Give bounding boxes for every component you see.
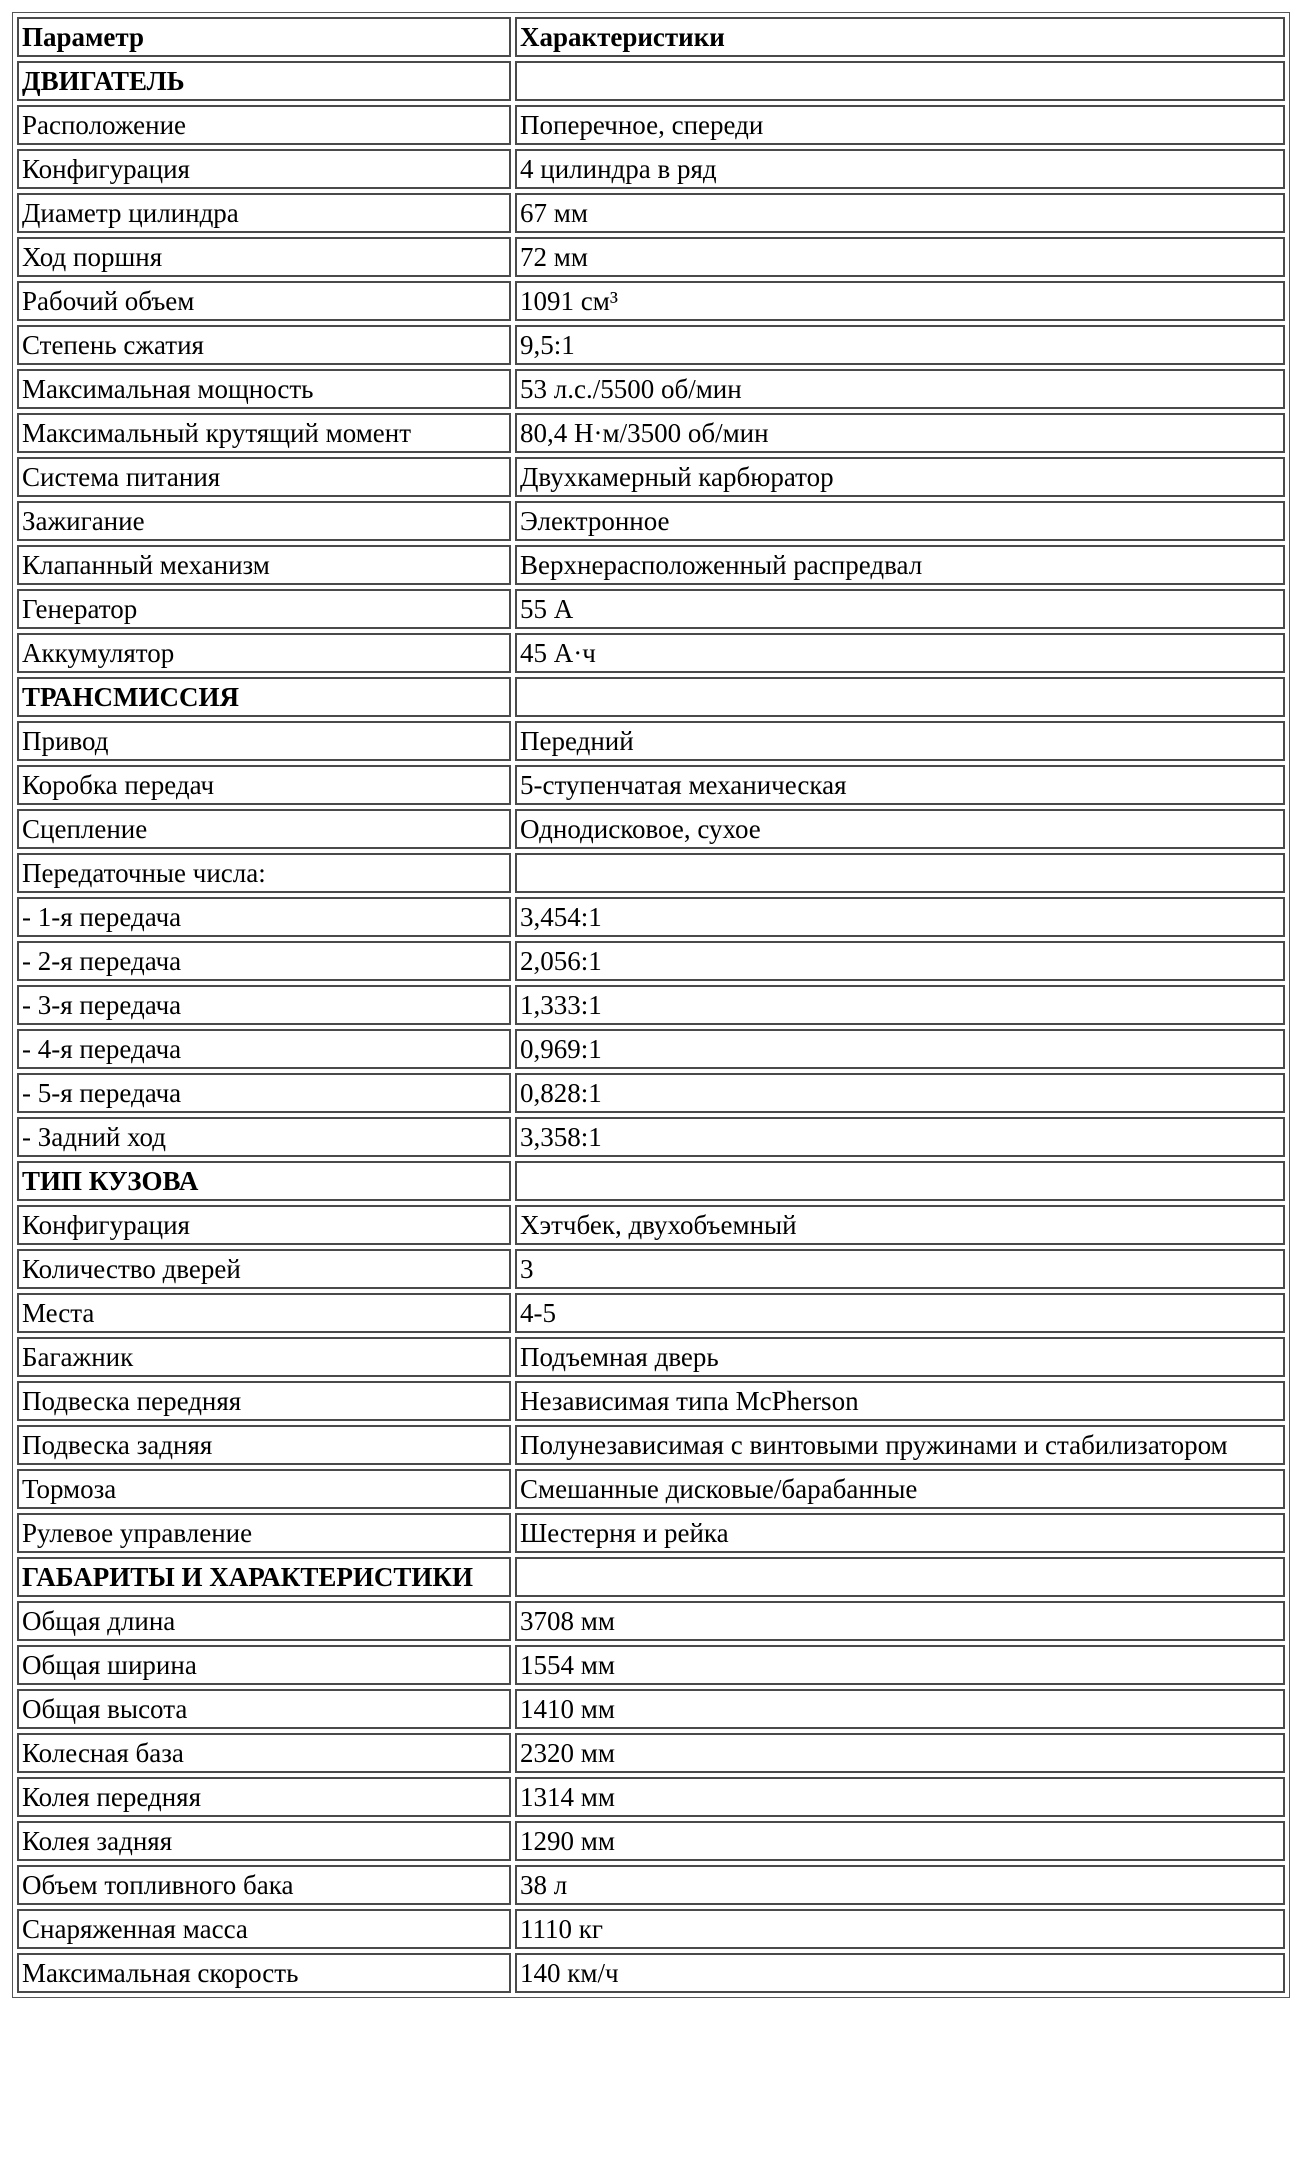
parameter-cell: Генератор: [17, 589, 511, 629]
value-cell: Смешанные дисковые/барабанные: [515, 1469, 1285, 1509]
parameter-cell: Система питания: [17, 457, 511, 497]
value-cell: 3: [515, 1249, 1285, 1289]
value-cell: 1290 мм: [515, 1821, 1285, 1861]
table-row: [17, 633, 1285, 673]
value-cell: 55 А: [515, 589, 1285, 629]
table-row: [17, 545, 1285, 585]
value-cell: 72 мм: [515, 237, 1285, 277]
value-cell: Поперечное, спереди: [515, 105, 1285, 145]
table-row: [17, 1117, 1285, 1157]
table-row: [17, 457, 1285, 497]
value-cell: Однодисковое, сухое: [515, 809, 1285, 849]
parameter-cell: - 1-я передача: [17, 897, 511, 937]
parameter-cell: Клапанный механизм: [17, 545, 511, 585]
parameter-cell: Колея передняя: [17, 1777, 511, 1817]
parameter-cell: Зажигание: [17, 501, 511, 541]
value-cell: [515, 1557, 1285, 1597]
table-row: [17, 149, 1285, 189]
table-row: [17, 1865, 1285, 1905]
table-row: [17, 105, 1285, 145]
table-row: [17, 1689, 1285, 1729]
parameter-cell: - 2-я передача: [17, 941, 511, 981]
parameter-cell: - 3-я передача: [17, 985, 511, 1025]
parameter-cell: Тормоза: [17, 1469, 511, 1509]
table-row: [17, 1293, 1285, 1333]
parameter-cell: Максимальная мощность: [17, 369, 511, 409]
value-cell: 140 км/ч: [515, 1953, 1285, 1993]
parameter-cell: Расположение: [17, 105, 511, 145]
parameter-cell: Багажник: [17, 1337, 511, 1377]
value-cell: [515, 677, 1285, 717]
value-cell: Подъемная дверь: [515, 1337, 1285, 1377]
table-row: [17, 1821, 1285, 1861]
value-cell: 3,454:1: [515, 897, 1285, 937]
table-row: [17, 325, 1285, 365]
parameter-cell: Колея задняя: [17, 1821, 511, 1861]
value-cell: 5-ступенчатая механическая: [515, 765, 1285, 805]
value-cell: 1091 см³: [515, 281, 1285, 321]
table-row: [17, 809, 1285, 849]
value-cell: 80,4 Н·м/3500 об/мин: [515, 413, 1285, 453]
parameter-cell: Максимальная скорость: [17, 1953, 511, 1993]
value-cell: 9,5:1: [515, 325, 1285, 365]
value-cell: 2320 мм: [515, 1733, 1285, 1773]
parameter-cell: - Задний ход: [17, 1117, 511, 1157]
value-cell: 0,828:1: [515, 1073, 1285, 1113]
table-row: [17, 1249, 1285, 1289]
value-cell: Хэтчбек, двухобъемный: [515, 1205, 1285, 1245]
parameter-cell: Общая высота: [17, 1689, 511, 1729]
table-row: [17, 1909, 1285, 1949]
value-cell: Двухкамерный карбюратор: [515, 457, 1285, 497]
table-row: [17, 589, 1285, 629]
table-row: [17, 501, 1285, 541]
value-cell: Независимая типа McPherson: [515, 1381, 1285, 1421]
value-cell: Шестерня и рейка: [515, 1513, 1285, 1553]
table-row: [17, 1953, 1285, 1993]
value-cell: Передний: [515, 721, 1285, 761]
value-cell: [515, 61, 1285, 101]
value-cell: 3,358:1: [515, 1117, 1285, 1157]
parameter-cell: Конфигурация: [17, 1205, 511, 1245]
table-row: [17, 1777, 1285, 1817]
table-row: [17, 897, 1285, 937]
value-cell: 1554 мм: [515, 1645, 1285, 1685]
parameter-cell: Количество дверей: [17, 1249, 511, 1289]
parameter-cell: Места: [17, 1293, 511, 1333]
parameter-cell: Общая длина: [17, 1601, 511, 1641]
parameter-cell: Общая ширина: [17, 1645, 511, 1685]
parameter-cell: Диаметр цилиндра: [17, 193, 511, 233]
parameter-cell: Привод: [17, 721, 511, 761]
parameter-cell: Коробка передач: [17, 765, 511, 805]
section-title-cell: ТИП КУЗОВА: [17, 1161, 511, 1201]
value-cell: Электронное: [515, 501, 1285, 541]
table-row: [17, 237, 1285, 277]
value-cell: 53 л.с./5500 об/мин: [515, 369, 1285, 409]
parameter-cell: Объем топливного бака: [17, 1865, 511, 1905]
value-cell: [515, 853, 1285, 893]
parameter-cell: Рулевое управление: [17, 1513, 511, 1553]
section-title-cell: ГАБАРИТЫ И ХАРАКТЕРИСТИКИ: [17, 1557, 511, 1597]
value-cell: 1314 мм: [515, 1777, 1285, 1817]
parameter-cell: Подвеска передняя: [17, 1381, 511, 1421]
table-header-row: [17, 17, 1285, 57]
table-row: [17, 1601, 1285, 1641]
parameter-cell: - 5-я передача: [17, 1073, 511, 1113]
section-title-cell: ТРАНСМИССИЯ: [17, 677, 511, 717]
table-row: [17, 1469, 1285, 1509]
table-row: [17, 413, 1285, 453]
section-header-row: [17, 677, 1285, 717]
value-cell: Полунезависимая с винтовыми пружинами и стабилизатором: [515, 1425, 1285, 1465]
table-row: [17, 369, 1285, 409]
table-row: [17, 1205, 1285, 1245]
table-row: [17, 1425, 1285, 1465]
value-cell: 38 л: [515, 1865, 1285, 1905]
section-header-row: [17, 61, 1285, 101]
spec-table: [12, 12, 1290, 1998]
section-header-row: [17, 1557, 1285, 1597]
value-cell: 0,969:1: [515, 1029, 1285, 1069]
table-row: [17, 1073, 1285, 1113]
value-cell: 4-5: [515, 1293, 1285, 1333]
spec-table-body: [17, 17, 1285, 1993]
parameter-cell: - 4-я передача: [17, 1029, 511, 1069]
table-row: [17, 985, 1285, 1025]
parameter-cell: Аккумулятор: [17, 633, 511, 673]
table-row: [17, 281, 1285, 321]
value-cell: 3708 мм: [515, 1601, 1285, 1641]
value-cell: 4 цилиндра в ряд: [515, 149, 1285, 189]
table-row: [17, 941, 1285, 981]
table-row: [17, 1733, 1285, 1773]
table-row: [17, 1029, 1285, 1069]
parameter-cell: Снаряженная масса: [17, 1909, 511, 1949]
parameter-cell: Рабочий объем: [17, 281, 511, 321]
parameter-cell: Степень сжатия: [17, 325, 511, 365]
value-cell: 1110 кг: [515, 1909, 1285, 1949]
value-cell: 2,056:1: [515, 941, 1285, 981]
parameter-cell: Колесная база: [17, 1733, 511, 1773]
table-row: [17, 1645, 1285, 1685]
section-title-cell: ДВИГАТЕЛЬ: [17, 61, 511, 101]
value-cell: 67 мм: [515, 193, 1285, 233]
section-header-row: [17, 1161, 1285, 1201]
value-cell: 1410 мм: [515, 1689, 1285, 1729]
parameter-cell: Передаточные числа:: [17, 853, 511, 893]
table-row: [17, 1337, 1285, 1377]
parameter-cell: Максимальный крутящий момент: [17, 413, 511, 453]
table-row: [17, 765, 1285, 805]
table-row: [17, 721, 1285, 761]
parameter-cell: Конфигурация: [17, 149, 511, 189]
table-row: [17, 853, 1285, 893]
value-cell: 45 А·ч: [515, 633, 1285, 673]
column-header-characteristics: Характеристики: [515, 17, 1285, 57]
value-cell: 1,333:1: [515, 985, 1285, 1025]
table-row: [17, 1381, 1285, 1421]
table-row: [17, 1513, 1285, 1553]
parameter-cell: Сцепление: [17, 809, 511, 849]
value-cell: Верхнерасположенный распредвал: [515, 545, 1285, 585]
column-header-parameter: Параметр: [17, 17, 511, 57]
value-cell: [515, 1161, 1285, 1201]
parameter-cell: Подвеска задняя: [17, 1425, 511, 1465]
table-row: [17, 193, 1285, 233]
parameter-cell: Ход поршня: [17, 237, 511, 277]
